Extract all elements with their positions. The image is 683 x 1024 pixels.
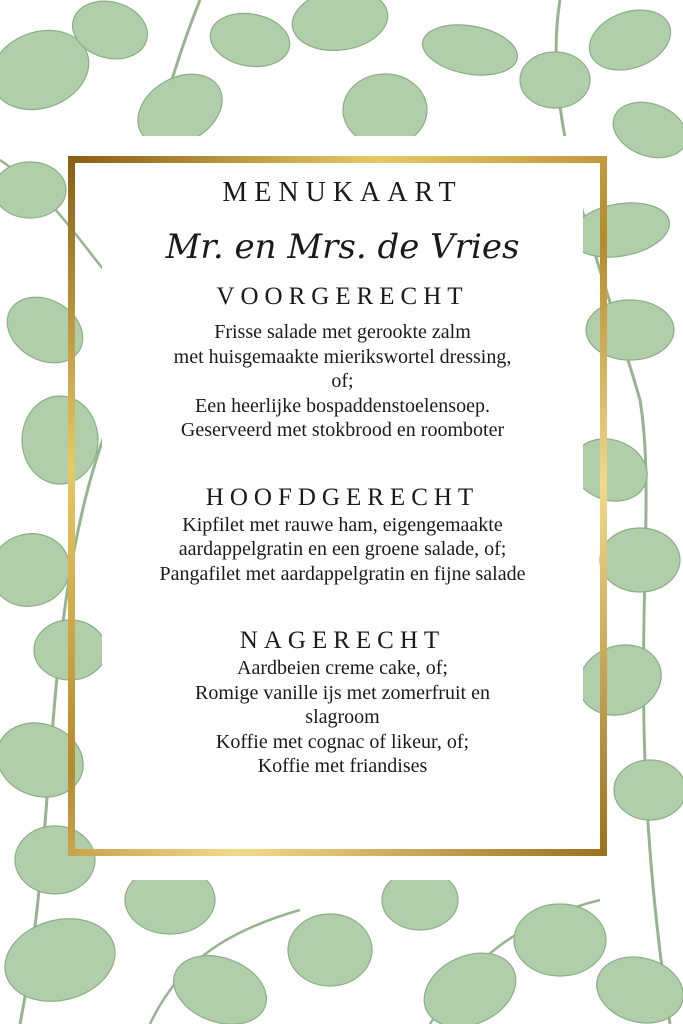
menu-line: Pangafilet met aardappelgratin en fijne salade <box>159 562 526 585</box>
section-hoofdgerecht <box>102 483 583 587</box>
menu-line: of; <box>331 370 354 392</box>
section-nagerecht <box>102 626 583 779</box>
section-title: HOOFDGERECHT <box>205 483 480 511</box>
menu-line: Koffie met friandises <box>257 755 428 777</box>
menu-title: MENUKAART <box>222 177 463 208</box>
couple-name: Mr. en Mrs. de Vries <box>165 227 520 267</box>
menu-line: met huisgemaakte mierikswortel dressing, <box>173 345 512 368</box>
menu-line: Geserveerd met stokbrood en roomboter <box>180 419 505 441</box>
menu-line: aardappelgratin en een groene salade, of; <box>178 538 507 560</box>
menu-content <box>102 170 583 779</box>
menu-line: Aardbeien creme cake, of; <box>237 657 448 679</box>
section-title: NAGERECHT <box>239 627 446 654</box>
menu-line: Een heerlijke bospaddenstoelensoep. <box>195 394 490 417</box>
menu-line: Frisse salade met gerookte zalm <box>214 321 471 343</box>
section-voorgerecht <box>102 282 583 443</box>
menu-line: Kipfilet met rauwe ham, eigengemaakte <box>182 513 503 536</box>
menu-line: Koffie met cognac of likeur, of; <box>215 730 470 753</box>
menu-line: Romige vanille ijs met zomerfruit en <box>195 681 490 704</box>
section-title: VOORGERECHT <box>216 283 469 310</box>
menu-line: slagroom <box>305 706 380 728</box>
